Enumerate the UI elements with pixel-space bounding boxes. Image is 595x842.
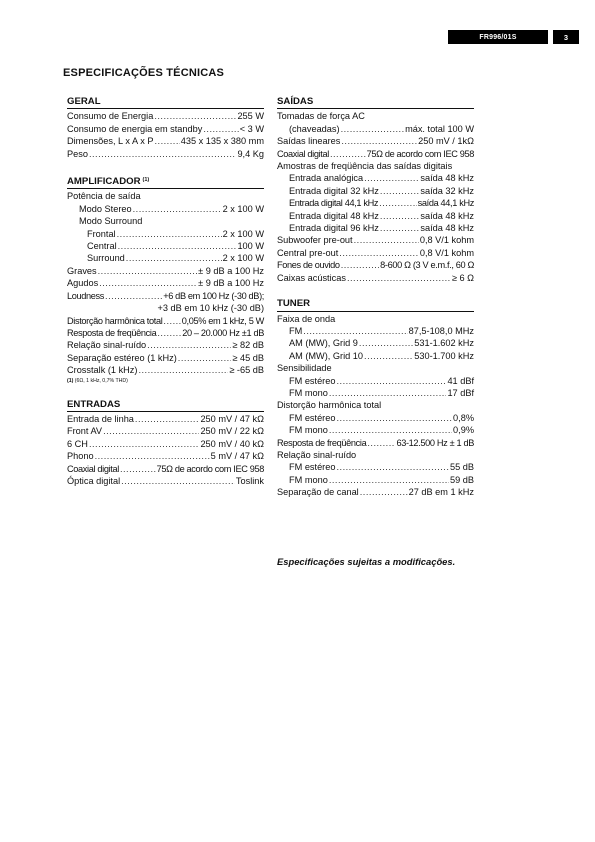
section-title-amplificador: AMPLIFICADOR $^{(1)}$ [67,174,264,189]
spec-row: Óptica digital ..... Toslink [67,475,264,487]
spec-row: Relação sinal-ruído ..... ≥ 82 dB [67,339,264,351]
spec-row: Entrada de linha ..... 250 mV / 47 kΩ [67,413,264,425]
spec-row: Loudness ..... +6 dB em 100 Hz (-30 dB); [67,290,264,302]
spec-row: Modo Stereo ..... 2 x 100 W [67,203,264,215]
section-title-saidas: SAÍDAS [277,96,474,109]
spec-row: Entrada digital 48 kHz ..... saída 48 kHz [277,210,474,222]
spec-row: Distorção harmônica total ..... 0,05% em 1 kHz, 5 W [67,315,264,327]
modification-notice: Especificações sujeitas a modificações. [277,556,456,567]
section-title-entradas: ENTRADAS [67,399,264,412]
spec-row: Agudos ..... ± 9 dB a 100 Hz [67,277,264,289]
page-title: ESPECIFICAÇÕES TÉCNICAS [63,67,225,79]
spec-row: FM mono ..... 59 dB [277,474,474,486]
spec-row: Entrada digital 32 kHz ..... saída 32 kHz [277,185,474,197]
spec-row: Resposta de freqüência ..... 20 – 20.000 Hz ±1 dB [67,327,264,339]
spec-row: Central ..... 100 W [67,240,264,252]
spec-row: Entrada analógica ..... saída 48 kHz [277,172,474,184]
spec-row: Graves ..... ± 9 dB a 100 Hz [67,265,264,277]
spec-row: Consumo de energia em standby ..... < 3 W [67,123,264,135]
spec-row: Front AV ..... 250 mV / 22 kΩ [67,425,264,437]
spec-heading: Sensibilidade [277,363,332,374]
left-column [67,96,264,487]
spec-heading: Distorção harmônica total [277,400,382,411]
spec-row: Resposta de freqüência ..... 63-12.500 Hz ± 1 dB [277,437,474,449]
spec-heading: Faixa de onda [277,313,336,324]
spec-row: Coaxial digital ..... 75Ω de acordo com IEC 958 [277,148,474,160]
section-title-tuner: TUNER [277,298,474,311]
spec-continuation: +3 dB em 10 kHz (-30 dB) [157,303,264,314]
section-title-geral: GERAL [67,96,264,109]
spec-row: Subwoofer pre-out ..... 0,8 V/1 kohm [277,234,474,246]
spec-row: AM (MW), Grid 10 ..... 530-1.700 kHz [277,350,474,362]
spec-row: Caixas acústicas ..... ≥ 6 Ω [277,272,474,284]
spec-row: Surround ..... 2 x 100 W [67,252,264,264]
spec-row: Coaxial digital ..... 75Ω de acordo com IEC 958 [67,463,264,475]
spec-heading: Tomadas de força AC [277,111,365,122]
spec-heading: Potência de saída [67,191,141,202]
model-number-badge: FR996/01S [448,30,548,44]
spec-row: FM mono ..... 0,9% [277,424,474,436]
page-number-badge: 3 [553,30,579,44]
footnote-marker: (1) [142,177,150,184]
spec-row: FM estéreo ..... 41 dBf [277,375,474,387]
spec-row: Entrada digital 44,1 kHz ..... saída 44,1 kHz [277,197,474,209]
footnote: (1) (6Ω, 1 kHz, 0,7% THD) [67,377,128,384]
spec-row: AM (MW), Grid 9 ..... 531-1.602 kHz [277,337,474,349]
spec-row: Phono ..... 5 mV / 47 kΩ [67,450,264,462]
spec-heading: Relação sinal-ruído [277,449,357,460]
spec-heading: Amostras de freqüência das saídas digitais [277,161,453,172]
spec-row: (chaveadas) ..... máx. total 100 W [277,123,474,135]
spec-row: Central pre-out ..... 0,8 V/1 kohm [277,247,474,259]
spec-row: Peso ..... 9,4 Kg [67,148,264,160]
spec-row: Entrada digital 96 kHz ..... saída 48 kHz [277,222,474,234]
spec-row: Separação de canal ..... 27 dB em 1 kHz [277,486,474,498]
spec-row: Frontal ..... 2 x 100 W [67,228,264,240]
right-column [277,96,474,499]
spec-subheading: Modo Surround [79,216,143,227]
spec-row: Saídas lineares ..... 250 mV / 1kΩ [277,135,474,147]
spec-row: Separação estéreo (1 kHz) ..... ≥ 45 dB [67,352,264,364]
spec-row: Fones de ouvido ..... 8-600 Ω (3 V e.m.f., 60 Ω [277,259,474,271]
spec-row: Dimensões, L x A x P ..... 435 x 135 x 380 mm [67,135,264,147]
spec-row: Consumo de Energia ..... 255 W [67,110,264,122]
spec-row: FM mono ..... 17 dBf [277,387,474,399]
spec-row: FM estéreo ..... 55 dB [277,461,474,473]
spec-row: FM estéreo ..... 0,8% [277,412,474,424]
spec-row: 6 CH ..... 250 mV / 40 kΩ [67,438,264,450]
spec-row: Crosstalk (1 kHz) ..... ≥ -65 dB [67,364,264,376]
spec-row: FM ..... 87,5-108,0 MHz [277,325,474,337]
